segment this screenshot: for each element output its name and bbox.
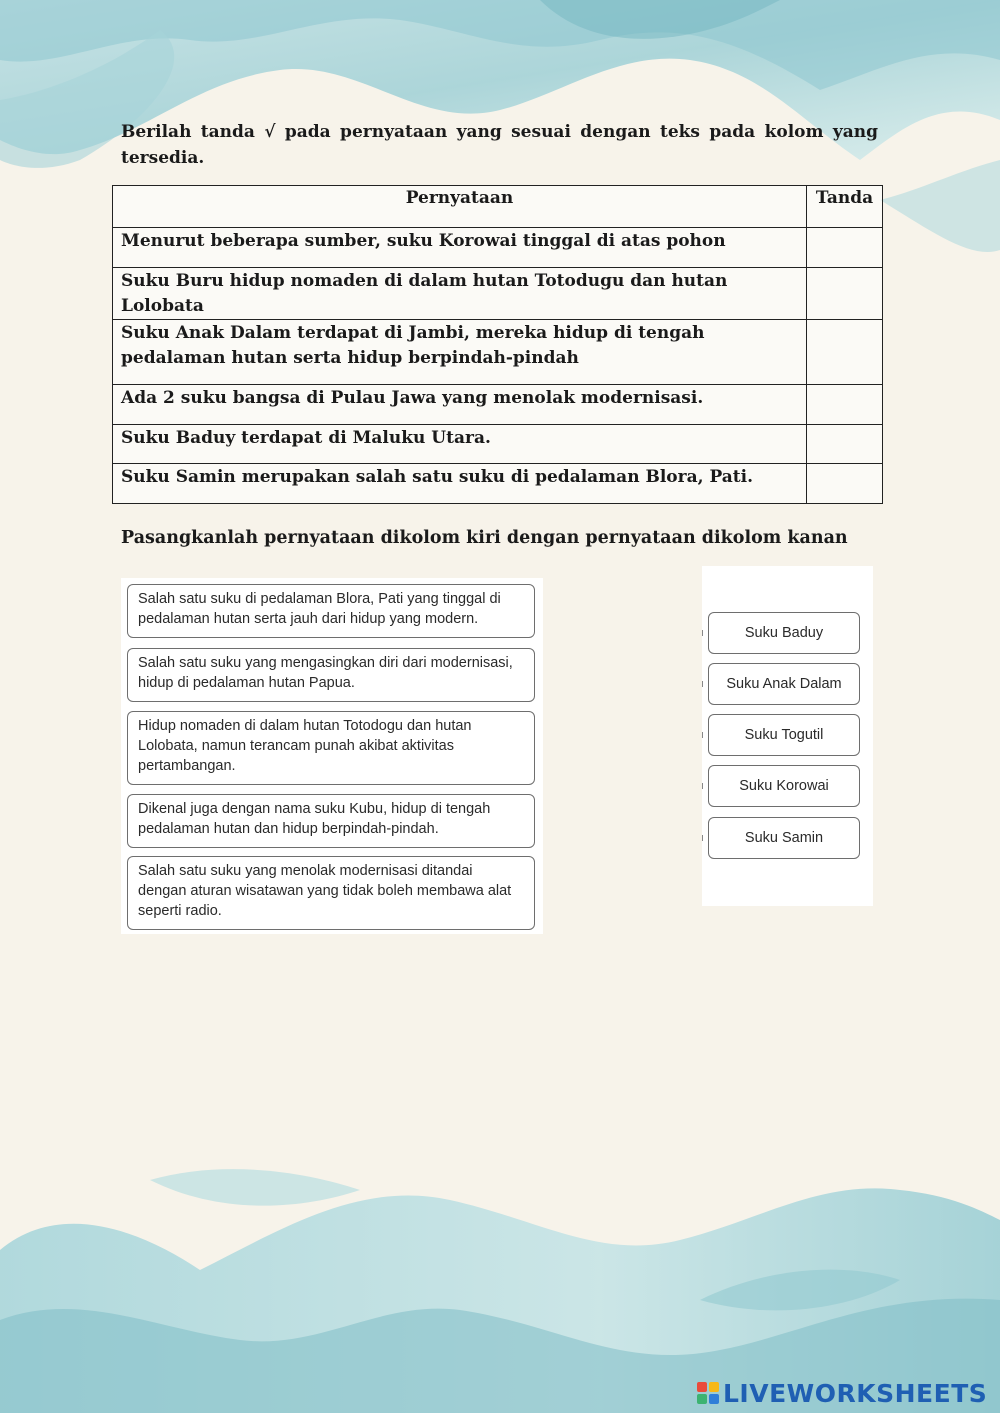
brand-name: LIVEWORKSHEETS [723,1378,988,1408]
matching-right-item-5[interactable]: Suku Samin [708,817,860,859]
table-row [113,228,883,268]
header-tanda: Tanda [807,186,883,228]
table-row [113,385,883,425]
connector-tick [702,630,703,636]
matching-right-item-4[interactable]: Suku Korowai [708,765,860,807]
statement-cell: Menurut beberapa sumber, suku Korowai tinggal di atas pohon [113,228,807,268]
statement-cell: Suku Buru hidup nomaden di dalam hutan Totodugu dan hutan Lolobata [113,268,807,320]
matching-left-item-3[interactable]: Hidup nomaden di dalam hutan Totodogu dan hutan Lolobata, namun terancam punah akibat aktivitas pertambangan. [127,711,535,785]
check-cell[interactable] [807,464,883,504]
check-cell[interactable] [807,268,883,320]
matching-right-item-1[interactable]: Suku Baduy [708,612,860,654]
table-header-row [113,186,883,228]
matching-right-item-2[interactable]: Suku Anak Dalam [708,663,860,705]
liveworksheets-logo[interactable] [697,1379,987,1407]
table-row [113,464,883,504]
connector-tick [702,835,703,841]
statement-cell: Suku Samin merupakan salah satu suku di pedalaman Blora, Pati. [113,464,807,504]
matching-left-item-1[interactable]: Salah satu suku di pedalaman Blora, Pati yang tinggal di pedalaman hutan serta jauh dari hidup yang modern. [127,584,535,638]
matching-right-item-3[interactable]: Suku Togutil [708,714,860,756]
matching-left-item-4[interactable]: Dikenal juga dengan nama suku Kubu, hidup di tengah pedalaman hutan dan hidup berpindah-pindah. [127,794,535,848]
matching-title: Pasangkanlah pernyataan dikolom kiri dengan pernyataan dikolom kanan [121,528,848,548]
connector-tick [702,783,703,789]
table-row [113,268,883,320]
statement-cell: Ada 2 suku bangsa di Pulau Jawa yang menolak modernisasi. [113,385,807,425]
connector-tick [702,681,703,687]
table-row [113,320,883,385]
connector-tick [702,732,703,738]
header-pernyataan: Pernyataan [113,186,807,228]
liveworksheets-logo-icon [697,1382,719,1404]
matching-left-item-2[interactable]: Salah satu suku yang mengasingkan diri dari modernisasi, hidup di pedalaman hutan Papua. [127,648,535,702]
check-cell[interactable] [807,320,883,385]
check-cell[interactable] [807,425,883,464]
instruction-text: Berilah tanda √ pada pernyataan yang sesuai dengan teks pada kolom yang tersedia. [121,122,878,168]
table-row [113,425,883,464]
matching-left-item-5[interactable]: Salah satu suku yang menolak modernisasi ditandai dengan aturan wisatawan yang tidak boleh membawa alat seperti radio. [127,856,535,930]
matching-left-column [121,578,543,934]
statement-table [112,185,883,504]
matching-right-column [702,566,873,906]
check-cell[interactable] [807,385,883,425]
statement-cell: Suku Anak Dalam terdapat di Jambi, mereka hidup di tengah pedalaman hutan serta hidup berpindah-pindah [113,320,807,385]
check-cell[interactable] [807,228,883,268]
statement-cell: Suku Baduy terdapat di Maluku Utara. [113,425,807,464]
